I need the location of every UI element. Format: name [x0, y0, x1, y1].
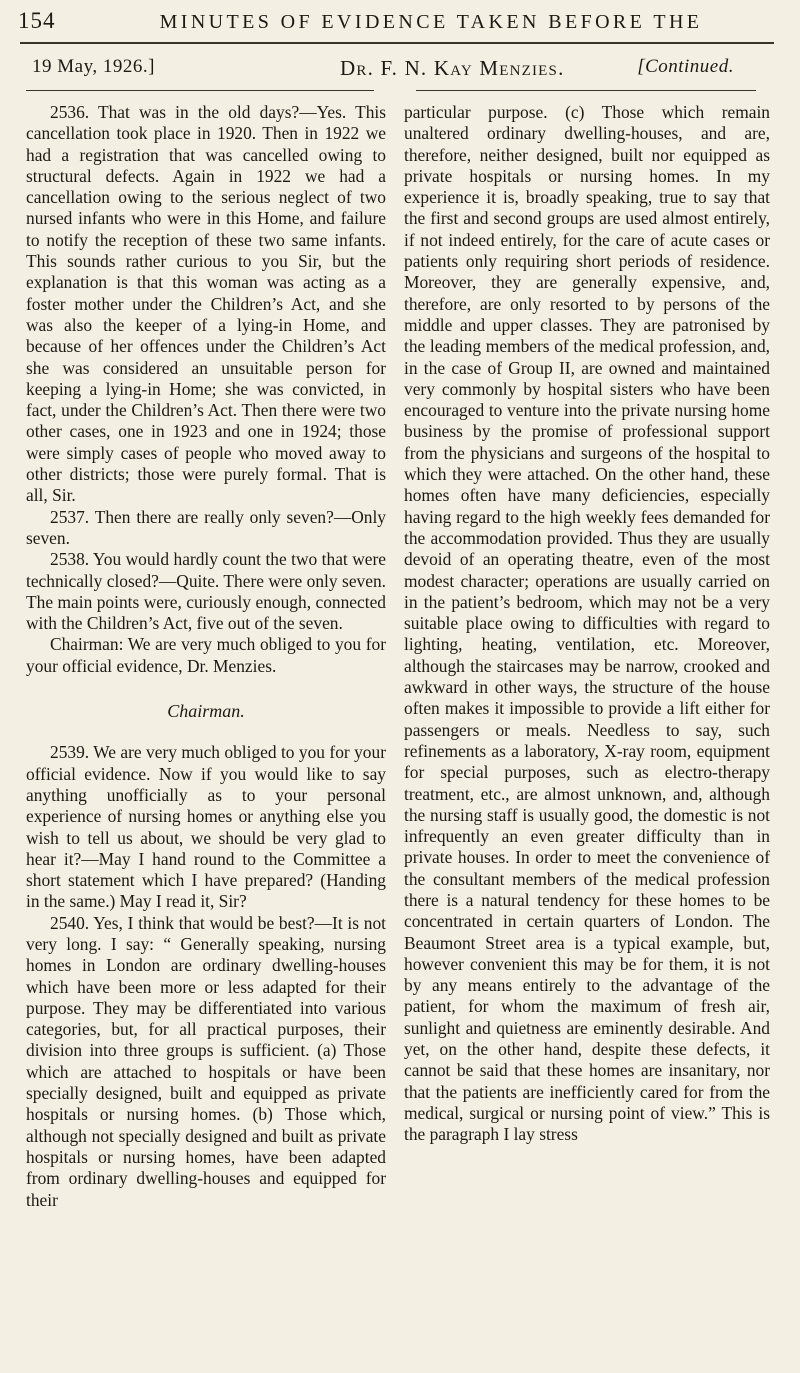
- witness-name: Dr. F. N. Kay Menzies.: [340, 56, 565, 80]
- subheader: [20, 50, 774, 84]
- question-2539: 2539. We are very much obliged to you for your official evidence. Now if you would like to say anything unofficially as to your personal experience of nursing homes or anything else you wish to tell us about, we should be very glad to hear it?—May I hand round to the Committee a short statement which I have prepared? (Handing in the same.) May I read it, Sir?: [26, 742, 386, 912]
- left-column: [26, 102, 386, 1211]
- page-number: 154: [18, 8, 56, 33]
- session-date: 19 May, 1926.]: [32, 56, 155, 77]
- question-2537: 2537. Then there are really only seven?—Only seven.: [26, 506, 386, 548]
- header-rule: [20, 42, 774, 44]
- running-head: [18, 8, 774, 42]
- page-title: MINUTES OF EVIDENCE TAKEN BEFORE THE: [159, 11, 703, 33]
- chairman-heading: Chairman.: [167, 701, 245, 722]
- subheader-rule-right: [416, 90, 756, 91]
- question-2540: 2540. Yes, I think that would be best?—It is not very long. I say: “ Generally speaking, nursing homes in London are ordinary dwelling-houses which have been more or less adapted for their purpose. They may be differentiated into various categories, but, for all practical purposes, their division into three groups is sufficient. (a) Those which are attached to hospitals or have been specially designed, built and equipped as private hospitals or nursing homes. (b) Those which, although not specially designed and built as private hospitals or nursing homes, have been adapted from ordinary dwelling-houses and equipped for their: [26, 912, 386, 1210]
- statement-continuation: particular purpose. (c) Those which remain unaltered ordinary dwelling-houses, and are, therefore, neither designed, built nor equipped as private hospitals or nursing homes. In my experience it is, broadly speaking, true to say that the first and second groups are used almost entirely, if not indeed entirely, for the care of acute cases or patients only requiring short periods of residence. Moreover, they are generally expensive, and, therefore, are only resorted to by persons of the middle and upper classes. They are patronised by the leading members of the medical profession, and, in the case of Group II, are owned and maintained very commonly by hospital sisters who have been encouraged to venture into the private nursing home business by the promise of professional support from the physicians and surgeons of the hospital to which they were attached. On the other hand, these homes often have many deficiencies, especially having regard to the high weekly fees demanded for the accommodation provided. Thus they are usually devoid of an operating theatre, even of the most modest character; operations are usually carried on in the patient’s bedroom, which may not be a very suitable place owing to difficulties with regard to lighting, heating, ventilation, etc. Moreover, although the staircases may be narrow, crooked and awkward in other ways, the structure of the house often makes it impossible to provide a lift either for passengers or meals. Needless to say, such refinements as a laboratory, X-ray room, equipment for special purposes, such as electro-therapy treatment, etc., are almost unknown, and, although the nursing staff is usually good, the domestic is not infrequently an even greater difficulty than in private houses. In order to meet the convenience of the consultant members of the medical profession there is a natural tendency for these homes to be concentrated in certain quarters of London. The Beaumont Street area is a typical example, but, however convenient this may be for them, it is not by any means entirely to the advantage of the patient, for whom the maximum of fresh air, sunlight and quietness are eminently desirable. And yet, on the other hand, despite these defects, it cannot be said that these homes are insanitary, nor that the patients are inefficiently cared for from the medical, surgical or nursing point of view.” This is the paragraph I lay stress: [404, 102, 770, 1145]
- chairman-remark: Chairman: We are very much obliged to you for your official evidence, Dr. Menzies.: [26, 634, 386, 676]
- question-2538: 2538. You would hardly count the two that were technically closed?—Quite. There were only seven. The main points were, curiously enough, connected with the Children’s Act, five out of the seven.: [26, 549, 386, 634]
- continued-label: [Continued.: [637, 56, 734, 77]
- subheader-rule-left: [26, 90, 374, 91]
- question-2536: 2536. That was in the old days?—Yes. This cancellation took place in 1920. Then in 1922 we had a registration that was cancelled owing to structural defects. Again in 1922 we had a cancellation owing to the serious neglect of two nursed infants who were in this Home, and failure to notify the reception of these two same infants. This sounds rather curious to you Sir, but the explanation is that this woman was acting as a foster mother under the Children’s Act, and she was also the keeper of a lying-in Home, and because of her offences under the Children’s Act she was considered an unsuitable person for keeping a lying-in Home; she was convicted, in fact, under the Children’s Act. Then there were two other cases, one in 1923 and one in 1924; those were simply cases of people who moved away to other districts; those were purely formal. That is all, Sir.: [26, 102, 386, 506]
- right-column: [404, 102, 770, 1146]
